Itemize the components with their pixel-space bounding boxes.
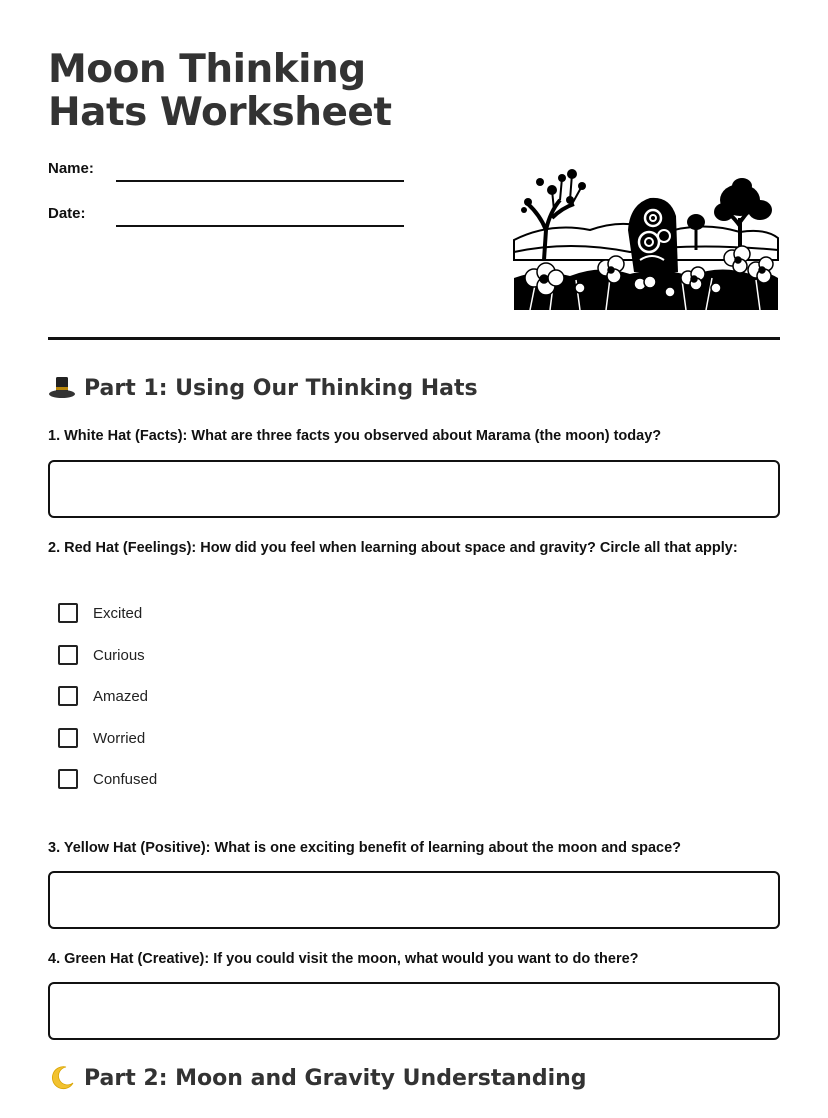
checkbox-label: Curious — [93, 646, 145, 664]
crescent-moon-icon — [48, 1064, 76, 1092]
question-3-answer-box[interactable] — [48, 871, 780, 929]
part1-heading — [48, 374, 478, 402]
page-title: Moon Thinking Hats Worksheet — [48, 47, 392, 135]
question-1: 1. White Hat (Facts): What are three facts you observed about Marama (the moon) today? — [48, 428, 662, 444]
date-field[interactable] — [116, 225, 404, 227]
part2-heading — [48, 1064, 587, 1092]
feeling-option-confused[interactable] — [58, 769, 157, 789]
checkbox-label: Confused — [93, 770, 158, 788]
checkbox[interactable] — [58, 728, 78, 748]
question-4-answer-box[interactable] — [48, 982, 780, 1040]
checkbox-label: Worried — [93, 729, 146, 747]
question-1-answer-box[interactable] — [48, 460, 780, 518]
part1-heading-text: Part 1: Using Our Thinking Hats — [84, 375, 478, 401]
date-label: Date: — [48, 205, 86, 222]
feeling-option-curious[interactable] — [58, 645, 145, 665]
checkbox[interactable] — [58, 645, 78, 665]
question-2: 2. Red Hat (Feelings): How did you feel when learning about space and gravity? Circle all that apply: — [48, 540, 738, 556]
checkbox[interactable] — [58, 603, 78, 623]
name-field[interactable] — [116, 180, 404, 182]
feeling-option-excited[interactable] — [58, 603, 142, 623]
feeling-option-amazed[interactable] — [58, 686, 148, 706]
top-hat-icon — [48, 374, 76, 402]
question-3: 3. Yellow Hat (Positive): What is one exciting benefit of learning about the moon and space? — [48, 840, 681, 856]
feeling-option-worried[interactable] — [58, 728, 145, 748]
part2-heading-text: Part 2: Moon and Gravity Understanding — [84, 1065, 587, 1091]
name-label: Name: — [48, 160, 94, 177]
section-divider — [48, 337, 780, 340]
checkbox[interactable] — [58, 769, 78, 789]
question-4: 4. Green Hat (Creative): If you could visit the moon, what would you want to do there? — [48, 951, 639, 967]
checkbox[interactable] — [58, 686, 78, 706]
landscape-illustration — [510, 160, 780, 312]
checkbox-label: Amazed — [93, 687, 149, 705]
checkbox-label: Excited — [93, 604, 143, 622]
